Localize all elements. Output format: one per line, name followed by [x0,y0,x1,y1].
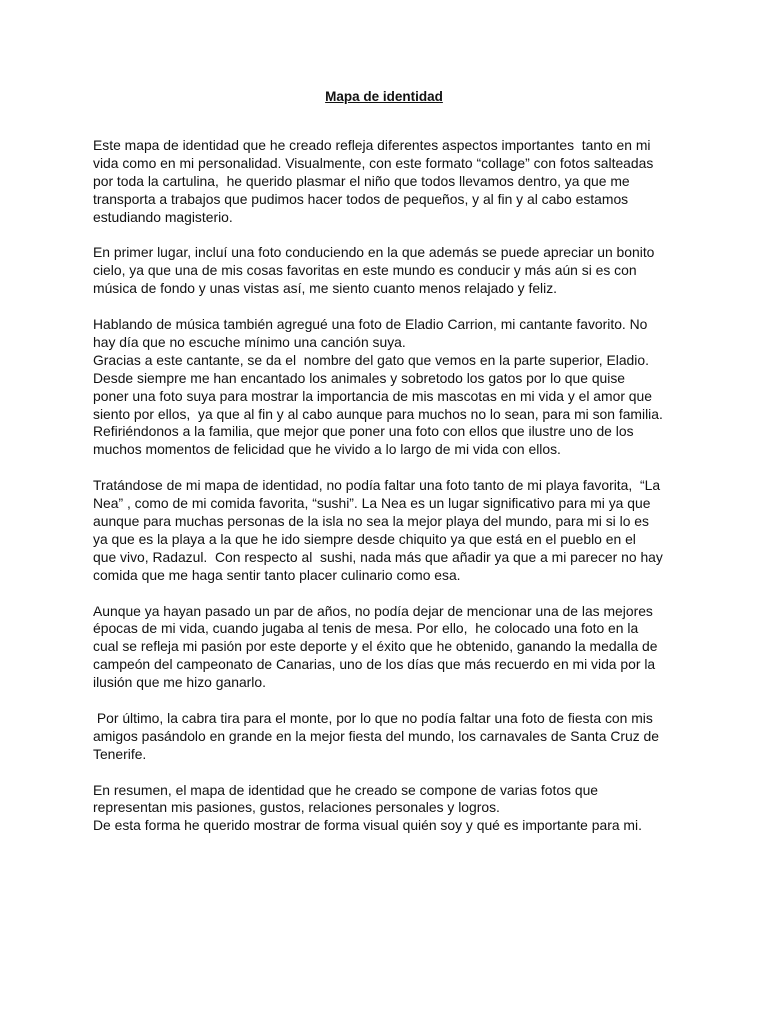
text-line: vida como en mi personalidad. Visualmente, con este formato “collage” con fotos salteadas [93,154,654,171]
text-line: hay día que no escuche mínimo una canción suya. [93,333,406,350]
text-line: Este mapa de identidad que he creado refleja diferentes aspectos importantes tanto en mi [93,137,651,153]
text-line: Desde siempre me han encantado los animales y sobretodo los gatos por lo que quise [93,369,626,386]
text-line: estudiando magisterio. [93,208,233,225]
text-line: representan mis pasiones, gustos, relaciones personales y logros. [93,799,500,816]
text-line: comida que me haga sentir tanto placer culinario como esa. [93,566,461,583]
text-line: poner una foto suya para mostrar la importancia de mis mascotas en mi vida y el amor que [93,387,652,404]
text-line: ya que es la playa a la que he ido siempre desde chiquito ya que está en el pueblo en el [93,530,636,547]
text-line: música de fondo y unas vistas así, me siento cuanto menos relajado y feliz. [93,280,558,297]
text-line: épocas de mi vida, cuando jugaba al tenis de mesa. Por ello, he colocado una foto en la [93,620,639,637]
text-line: muchos momentos de felicidad que he vivido a lo largo de mi vida con ellos. [93,441,561,458]
text-line: En resumen, el mapa de identidad que he creado se compone de varias fotos que [93,781,599,798]
paragraph-summary [93,782,693,836]
paragraph-party [93,710,693,764]
document-body [93,137,693,853]
text-line: Aunque ya hayan pasado un par de años, no podía dejar de mencionar una de las mejores [93,602,653,619]
text-line: Refiriéndonos a la familia, que mejor que poner una foto con ellos que ilustre uno de los [93,423,634,440]
text-line: campeón del campeonato de Canarias, uno de los días que más recuerdo en mi vida por la [93,656,656,673]
paragraph-beach-sushi [93,477,693,584]
paragraph-driving [93,244,693,298]
text-line: ilusión que me hizo ganarlo. [93,674,266,691]
text-line: Gracias a este cantante, se da el nombre del gato que vemos en la parte superior, Eladio. [93,351,649,368]
paragraph-table-tennis [93,603,693,693]
text-line: En primer lugar, incluí una foto conduciendo en la que además se puede apreciar un bonito [93,244,655,261]
text-line: siento por ellos, ya que al fin y al cabo aunque para muchos no lo sean, para mi son familia. [93,405,663,422]
text-line: Hablando de música también agregué una foto de Eladio Carrion, mi cantante favorito. No [93,316,648,333]
document-title: Mapa de identidad [325,89,443,104]
text-line: cielo, ya que una de mis cosas favoritas en este mundo es conducir y más aún si es con [93,262,637,279]
text-line: Nea” , como de mi comida favorita, “sushi”. La Nea es un lugar significativo para mi ya que [93,495,651,512]
paragraph-introduction [93,137,693,227]
text-line: Tratándose de mi mapa de identidad, no podía faltar una foto tanto de mi playa favorita, “La [93,477,661,494]
text-line: transporta a trabajos que pudimos hacer todos de pequeños, y al fin y al cabo estamos [93,190,629,207]
text-line: De esta forma he querido mostrar de forma visual quién soy y qué es importante para mi. [93,817,642,834]
text-line: aunque para muchas personas de la isla no sea la mejor playa del mundo, para mi si lo es [93,512,649,529]
text-line: Por último, la cabra tira para el monte, por lo que no podía faltar una foto de fiesta con mis [93,709,653,726]
paragraph-music-pets-family [93,316,693,459]
text-line: por toda la cartulina, he querido plasmar el niño que todos llevamos dentro, ya que me [93,172,630,189]
text-line: que vivo, Radazul. Con respecto al sushi, nada más que añadir ya que a mi parecer no hay [93,548,663,565]
text-line: Tenerife. [93,745,147,762]
text-line: amigos pasándolo en grande en la mejor fiesta del mundo, los carnavales de Santa Cruz de [93,727,660,744]
text-line: cual se refleja mi pasión por este deporte y el éxito que he obtenido, ganando la medalla de [93,638,658,655]
